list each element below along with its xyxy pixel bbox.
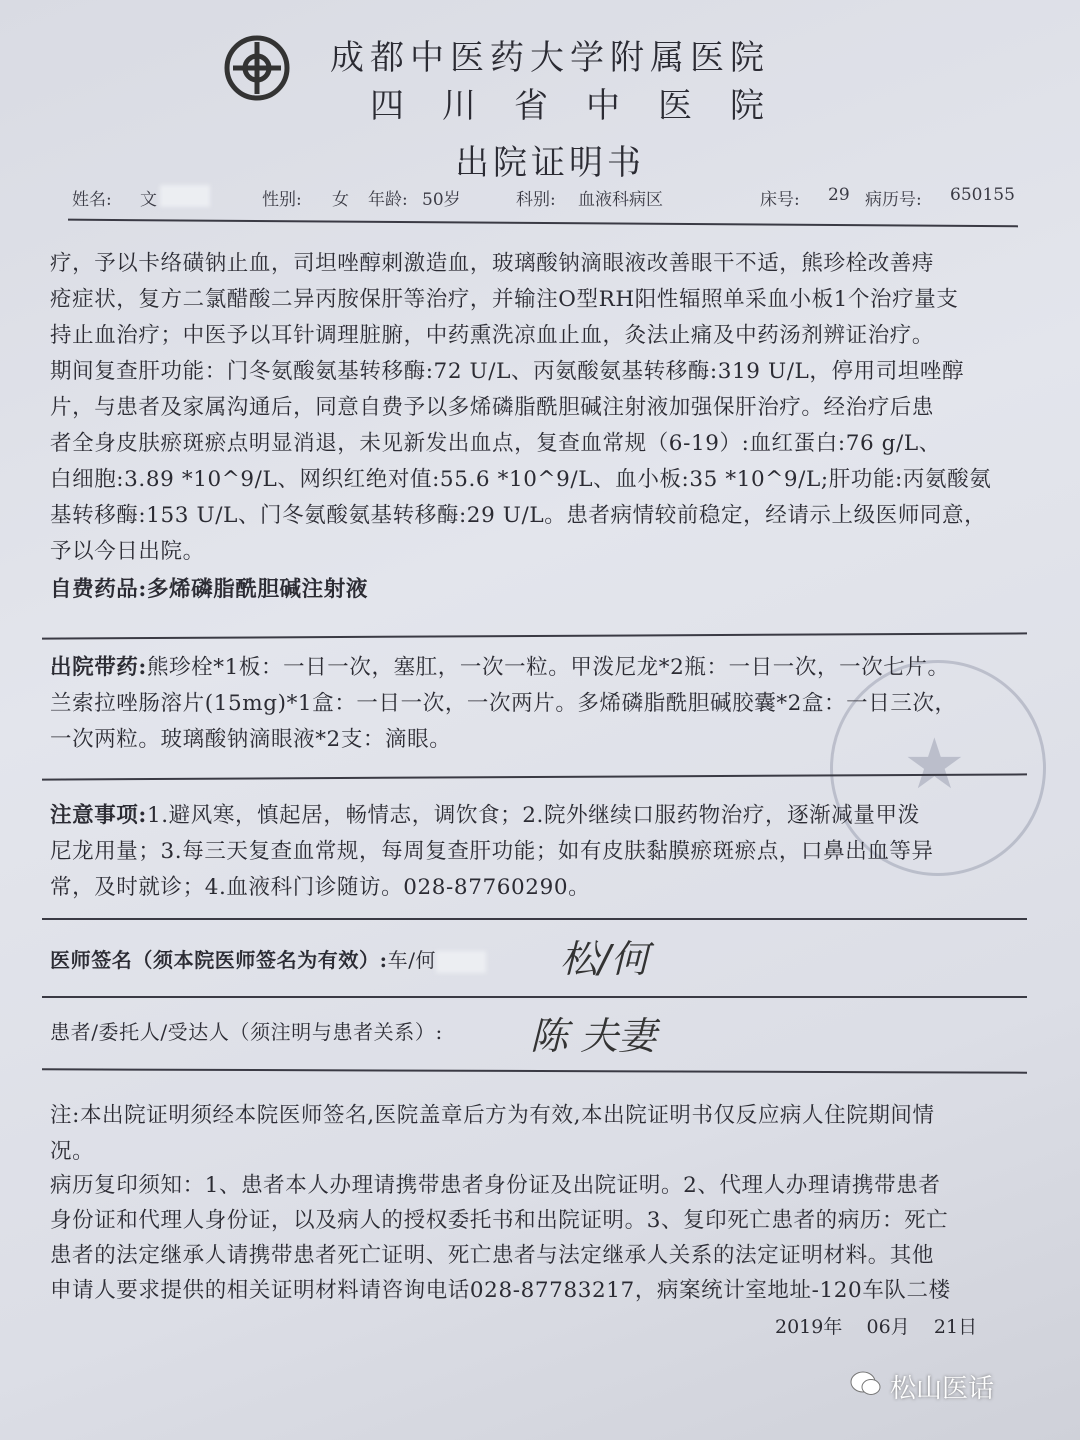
recipient-signature: 陈 夫妻 <box>530 1014 657 1058</box>
age-label: 年龄: <box>368 190 408 210</box>
precaution-line: 1.避风寒，慎起居，畅情志，调饮食；2.院外继续口服药物治疗，逐渐减量甲泼 <box>146 803 920 828</box>
med-line: 熊珍栓*1板：一日一次，塞肛，一次一粒。甲泼尼龙*2瓶：一日一次，一次七片。 <box>146 655 950 680</box>
discharge-meds-label: 出院带药: <box>50 655 147 680</box>
redacted-name <box>160 185 210 207</box>
divider <box>68 219 1018 228</box>
divider <box>42 918 1027 920</box>
body-line: 疗，予以卡络磺钠止血，司坦唑醇刺激造血，玻璃酸钠滴眼液改善眼干不适，熊珍栓改善痔 <box>50 251 935 276</box>
wechat-icon <box>850 1370 882 1398</box>
note-line: 身份证和代理人身份证，以及病人的授权委托书和出院证明。3、复印死亡患者的病历：死亡 <box>50 1208 949 1233</box>
redacted <box>436 951 486 973</box>
body-line: 疮症状，复方二氯醋酸二异丙胺保肝等治疗，并输注O型RH阳性辐照单采血小板1个治疗量支 <box>50 287 959 312</box>
bed-label: 床号: <box>760 190 800 210</box>
body-line: 予以今日出院。 <box>50 539 205 564</box>
hospital-logo <box>215 28 300 108</box>
doctor-names: 车/何 <box>387 948 437 972</box>
med-line: 兰索拉唑肠溶片(15mg)*1盒：一日一次，一次两片。多烯磷脂酰胆碱胶囊*2盒：一日三次， <box>50 691 957 716</box>
document-title: 出院证明书 <box>455 143 645 183</box>
record-label: 病历号: <box>865 190 922 210</box>
date-day: 21日 <box>933 1316 978 1338</box>
note-line: 况。 <box>50 1139 95 1164</box>
med-line: 一次两粒。玻璃酸钠滴眼液*2支：滴眼。 <box>50 727 452 752</box>
body-line: 者全身皮肤瘀斑瘀点明显消退，未见新发出血点，复查血常规（6-19）:血红蛋白:76 g/L、 <box>50 431 941 456</box>
self-pay-label: 自费药品: <box>50 577 147 602</box>
watermark: 松山医话 <box>890 1374 995 1404</box>
body-line: 期间复查肝功能：门冬氨酸氨基转移酶:72 U/L、丙氨酸氨基转移酶:319 U/L，停用司坦唑醇 <box>50 359 965 384</box>
doctor-signature-label: 医师签名（须本院医师签名为有效）: <box>50 948 388 972</box>
date-year: 2019年 <box>775 1316 843 1338</box>
precaution-line: 尼龙用量；3.每三天复查血常规，每周复查肝功能；如有皮肤黏膜瘀斑瘀点，口鼻出血等异 <box>50 839 934 864</box>
body-line: 基转移酶:153 U/L、门冬氨酸氨基转移酶:29 U/L。患者病情较前稳定，经请示上级医师同意， <box>50 503 987 528</box>
body-line: 持止血治疗；中医予以耳针调理脏腑，中药熏洗凉血止血，灸法止痛及中药汤剂辨证治疗。 <box>50 323 935 348</box>
name-value: 文 <box>140 190 157 210</box>
star-icon: ★ <box>903 723 966 805</box>
precautions-label: 注意事项: <box>50 803 147 828</box>
note-line: 病历复印须知：1、患者本人办理请携带患者身份证及出院证明。2、代理人办理请携带患者 <box>50 1173 941 1198</box>
note-line: 患者的法定继承人请携带患者死亡证明、死亡患者与法定继承人关系的法定证明材料。其他 <box>50 1243 935 1268</box>
sex-value: 女 <box>332 190 349 210</box>
precaution-line: 常，及时就诊；4.血液科门诊随访。028-87760290。 <box>50 875 591 900</box>
hospital-alt-name: 四川省中医院 <box>370 86 802 126</box>
note-line: 申请人要求提供的相关证明材料请咨询电话028-87783217，病案统计室地址-120车队二楼 <box>50 1278 951 1303</box>
doctor-signature: 松/何 <box>560 937 649 981</box>
divider <box>42 996 1027 998</box>
age-value: 50岁 <box>422 190 461 210</box>
self-pay-value: 多烯磷脂酰胆碱注射液 <box>146 577 368 602</box>
name-label: 姓名: <box>72 190 112 210</box>
date-month: 06月 <box>866 1316 910 1338</box>
hospital-name: 成都中医药大学附属医院 <box>330 38 770 78</box>
recipient-label: 患者/委托人/受达人（须注明与患者关系）: <box>50 1020 443 1044</box>
bed-value: 29 <box>828 185 850 205</box>
issue-date <box>775 1312 977 1339</box>
doctor-signature-row <box>50 944 486 973</box>
body-line: 片，与患者及家属沟通后，同意自费予以多烯磷脂酰胆碱注射液加强保肝治疗。经治疗后患 <box>50 395 935 420</box>
note-line: 注:本出院证明须经本院医师签名,医院盖章后方为有效,本出院证明书仅反应病人住院期间情 <box>50 1103 935 1128</box>
dept-value: 血液科病区 <box>578 190 663 210</box>
body-line: 白细胞:3.89 *10^9/L、网织红绝对值:55.6 *10^9/L、血小板:35 *10^9/L;肝功能:丙氨酸氨 <box>50 467 992 492</box>
self-pay-drugs <box>50 572 368 603</box>
dept-label: 科别: <box>516 190 556 210</box>
sex-label: 性别: <box>262 190 302 210</box>
divider <box>42 1068 1027 1073</box>
record-value: 650155 <box>950 185 1015 205</box>
divider <box>42 632 1027 639</box>
